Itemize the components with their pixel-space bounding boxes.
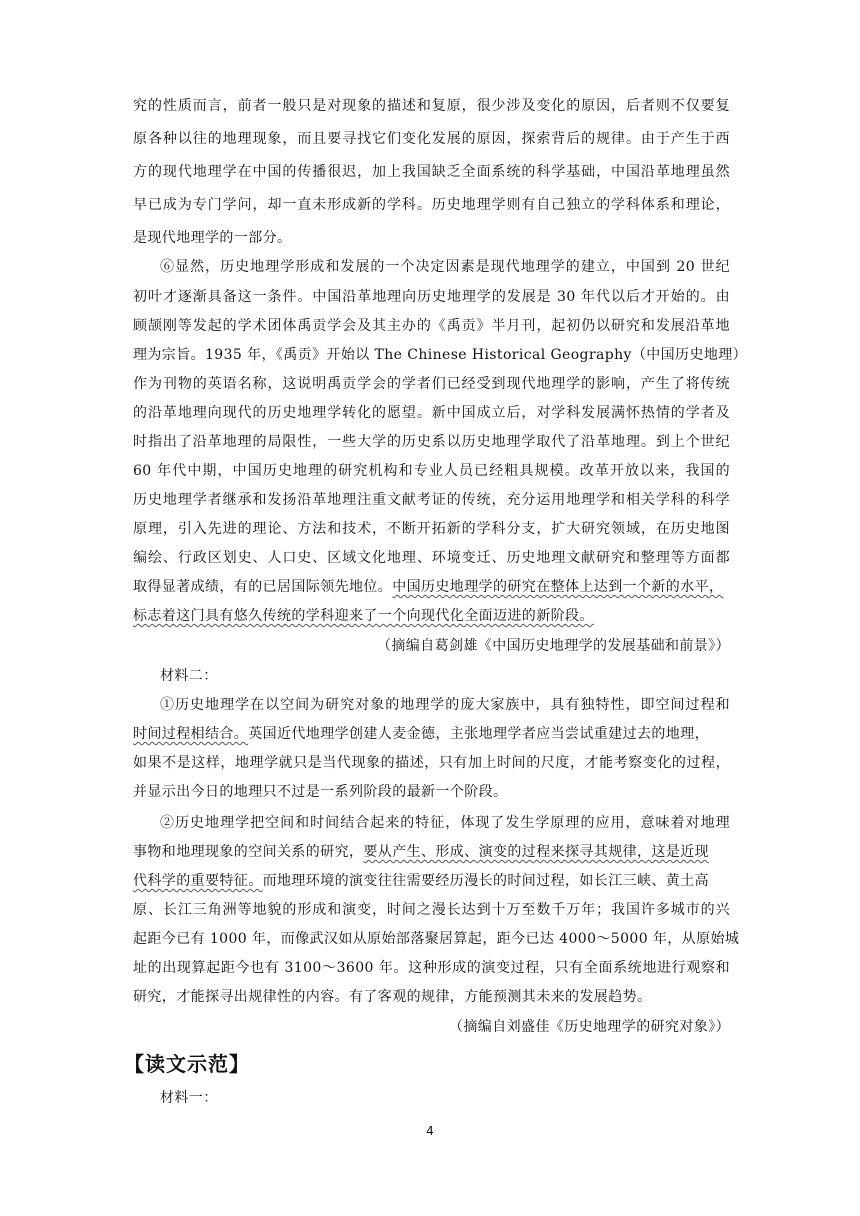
text-line: 时指出了沿革地理的局限性，一些大学的历史系以历史地理学取代了沿革地理。到上个世纪 bbox=[133, 434, 730, 450]
text-line: 原各种以往的地理现象，而且要寻找它们变化发展的原因，探索背后的规律。由于产生于西 bbox=[133, 131, 730, 147]
text-line: 究的性质而言，前者一般只是对现象的描述和复原，很少涉及变化的原因，后者则不仅要复 bbox=[133, 98, 730, 114]
text-line bbox=[133, 725, 730, 743]
text-line: ①历史地理学在以空间为研究对象的地理学的庞大家族中，具有独特性，即空间过程和 bbox=[160, 697, 730, 713]
material-label: 材料一： bbox=[160, 1090, 218, 1106]
underlined-text: 代科学的重要特征。 bbox=[133, 873, 263, 889]
text-line: 60 年代中期，中国历史地理的研究机构和专业人员已经粗具规模。改革开放以来，我国的 bbox=[133, 463, 730, 479]
material-label: 材料二： bbox=[160, 668, 218, 684]
text-segment: 英国近代地理学创建人麦金德，主张地理学者应当尝试重建过去的地理， bbox=[248, 726, 710, 742]
text-line: 的沿革地理向现代的历史地理学转化的愿望。新中国成立后，对学科发展满怀热情的学者及 bbox=[133, 405, 730, 421]
text-line: 早已成为专门学问，却一直未形成新的学科。历史地理学则有自己独立的学科体系和理论， bbox=[133, 197, 730, 213]
text-line: 原理，引入先进的理论、方法和技术，不断开拓新的学科分支，扩大研究领域，在历史地图 bbox=[133, 521, 730, 537]
underlined-text: 要从产生、形成、演变的过程来探寻其规律，这是近现 bbox=[363, 844, 710, 860]
section-heading: 【读文示范】 bbox=[124, 1052, 250, 1076]
underlined-text: 中国历史地理学的研究在整体上达到一个新的水平， bbox=[392, 579, 724, 595]
text-line: 理为宗旨。1935 年，《禹贡》开始以 The Chinese Historical Geography（中国历史地理） bbox=[133, 347, 748, 363]
source-citation: （摘编自刘盛佳《历史地理学的研究对象》） bbox=[449, 1019, 730, 1035]
text-line: 起距今已有 1000 年，而像武汉如从原始部落聚居算起，距今已达 4000～5000 年，从原始城 bbox=[133, 931, 740, 947]
text-segment: 取得显著成绩，有的已居国际领先地位。 bbox=[133, 579, 393, 595]
text-line bbox=[133, 872, 730, 890]
text-line: 如果不是这样，地理学就只是当代现象的描述，只有加上时间的尺度，才能考察变化的过程， bbox=[133, 755, 730, 771]
text-line: 址的出现算起距今也有 3100～3600 年。这种形成的演变过程，只有全面系统地进行观察和 bbox=[133, 960, 730, 976]
text-line: ⑥显然，历史地理学形成和发展的一个决定因素是现代地理学的建立，中国到 20 世纪 bbox=[160, 259, 730, 275]
text-line: 初叶才逐渐具备这一条件。中国沿革地理向历史地理学的发展是 30 年代以后才开始的。由 bbox=[133, 289, 730, 305]
text-line: 研究，才能探寻出规律性的内容。有了客观的规律，方能预测其未来的发展趋势。 bbox=[133, 989, 652, 1005]
text-line: 编绘、行政区划史、人口史、区域文化地理、环境变迁、历史地理文献研究和整理等方面都 bbox=[133, 550, 730, 566]
text-segment: 而地理环境的演变往往需要经历漫长的时间过程，如长江三峡、黄土高 bbox=[262, 873, 710, 889]
text-line: 方的现代地理学在中国的传播很迟，加上我国缺乏全面系统的科学基础，中国沿革地理虽然 bbox=[133, 164, 730, 180]
text-line bbox=[133, 607, 730, 625]
source-citation: （摘编自葛剑雄《中国历史地理学的发展基础和前景》） bbox=[377, 638, 730, 654]
page-number: 4 bbox=[426, 1124, 434, 1138]
text-line: 历史地理学者继承和发扬沿革地理注重文献考证的传统，充分运用地理学和相关学科的科学 bbox=[133, 492, 730, 508]
underlined-text: 标志着这门具有悠久传统的学科迎来了一个向现代化全面迈进的新阶段。 bbox=[133, 608, 594, 624]
text-line bbox=[133, 843, 730, 861]
underlined-text: 时间过程相结合。 bbox=[133, 726, 249, 742]
text-line: 是现代地理学的一部分。 bbox=[133, 230, 292, 246]
text-line: 并显示出今日的地理只不过是一系列阶段的最新一个阶段。 bbox=[133, 784, 508, 800]
text-line: 顾颉刚等发起的学术团体禹贡学会及其主办的《禹贡》半月刊，起初仍以研究和发展沿革地 bbox=[133, 318, 730, 334]
text-line: ②历史地理学把空间和时间结合起来的特征，体现了发生学原理的应用，意味着对地理 bbox=[160, 815, 730, 831]
text-line: 作为刊物的英语名称，这说明禹贡学会的学者们已经受到现代地理学的影响，产生了将传统 bbox=[133, 376, 730, 392]
text-line: 原、长江三角洲等地貌的形成和演变，时间之漫长达到十万至数千万年；我国许多城市的兴 bbox=[133, 902, 730, 918]
text-segment: 事物和地理现象的空间关系的研究， bbox=[133, 844, 364, 860]
text-line bbox=[133, 578, 730, 596]
